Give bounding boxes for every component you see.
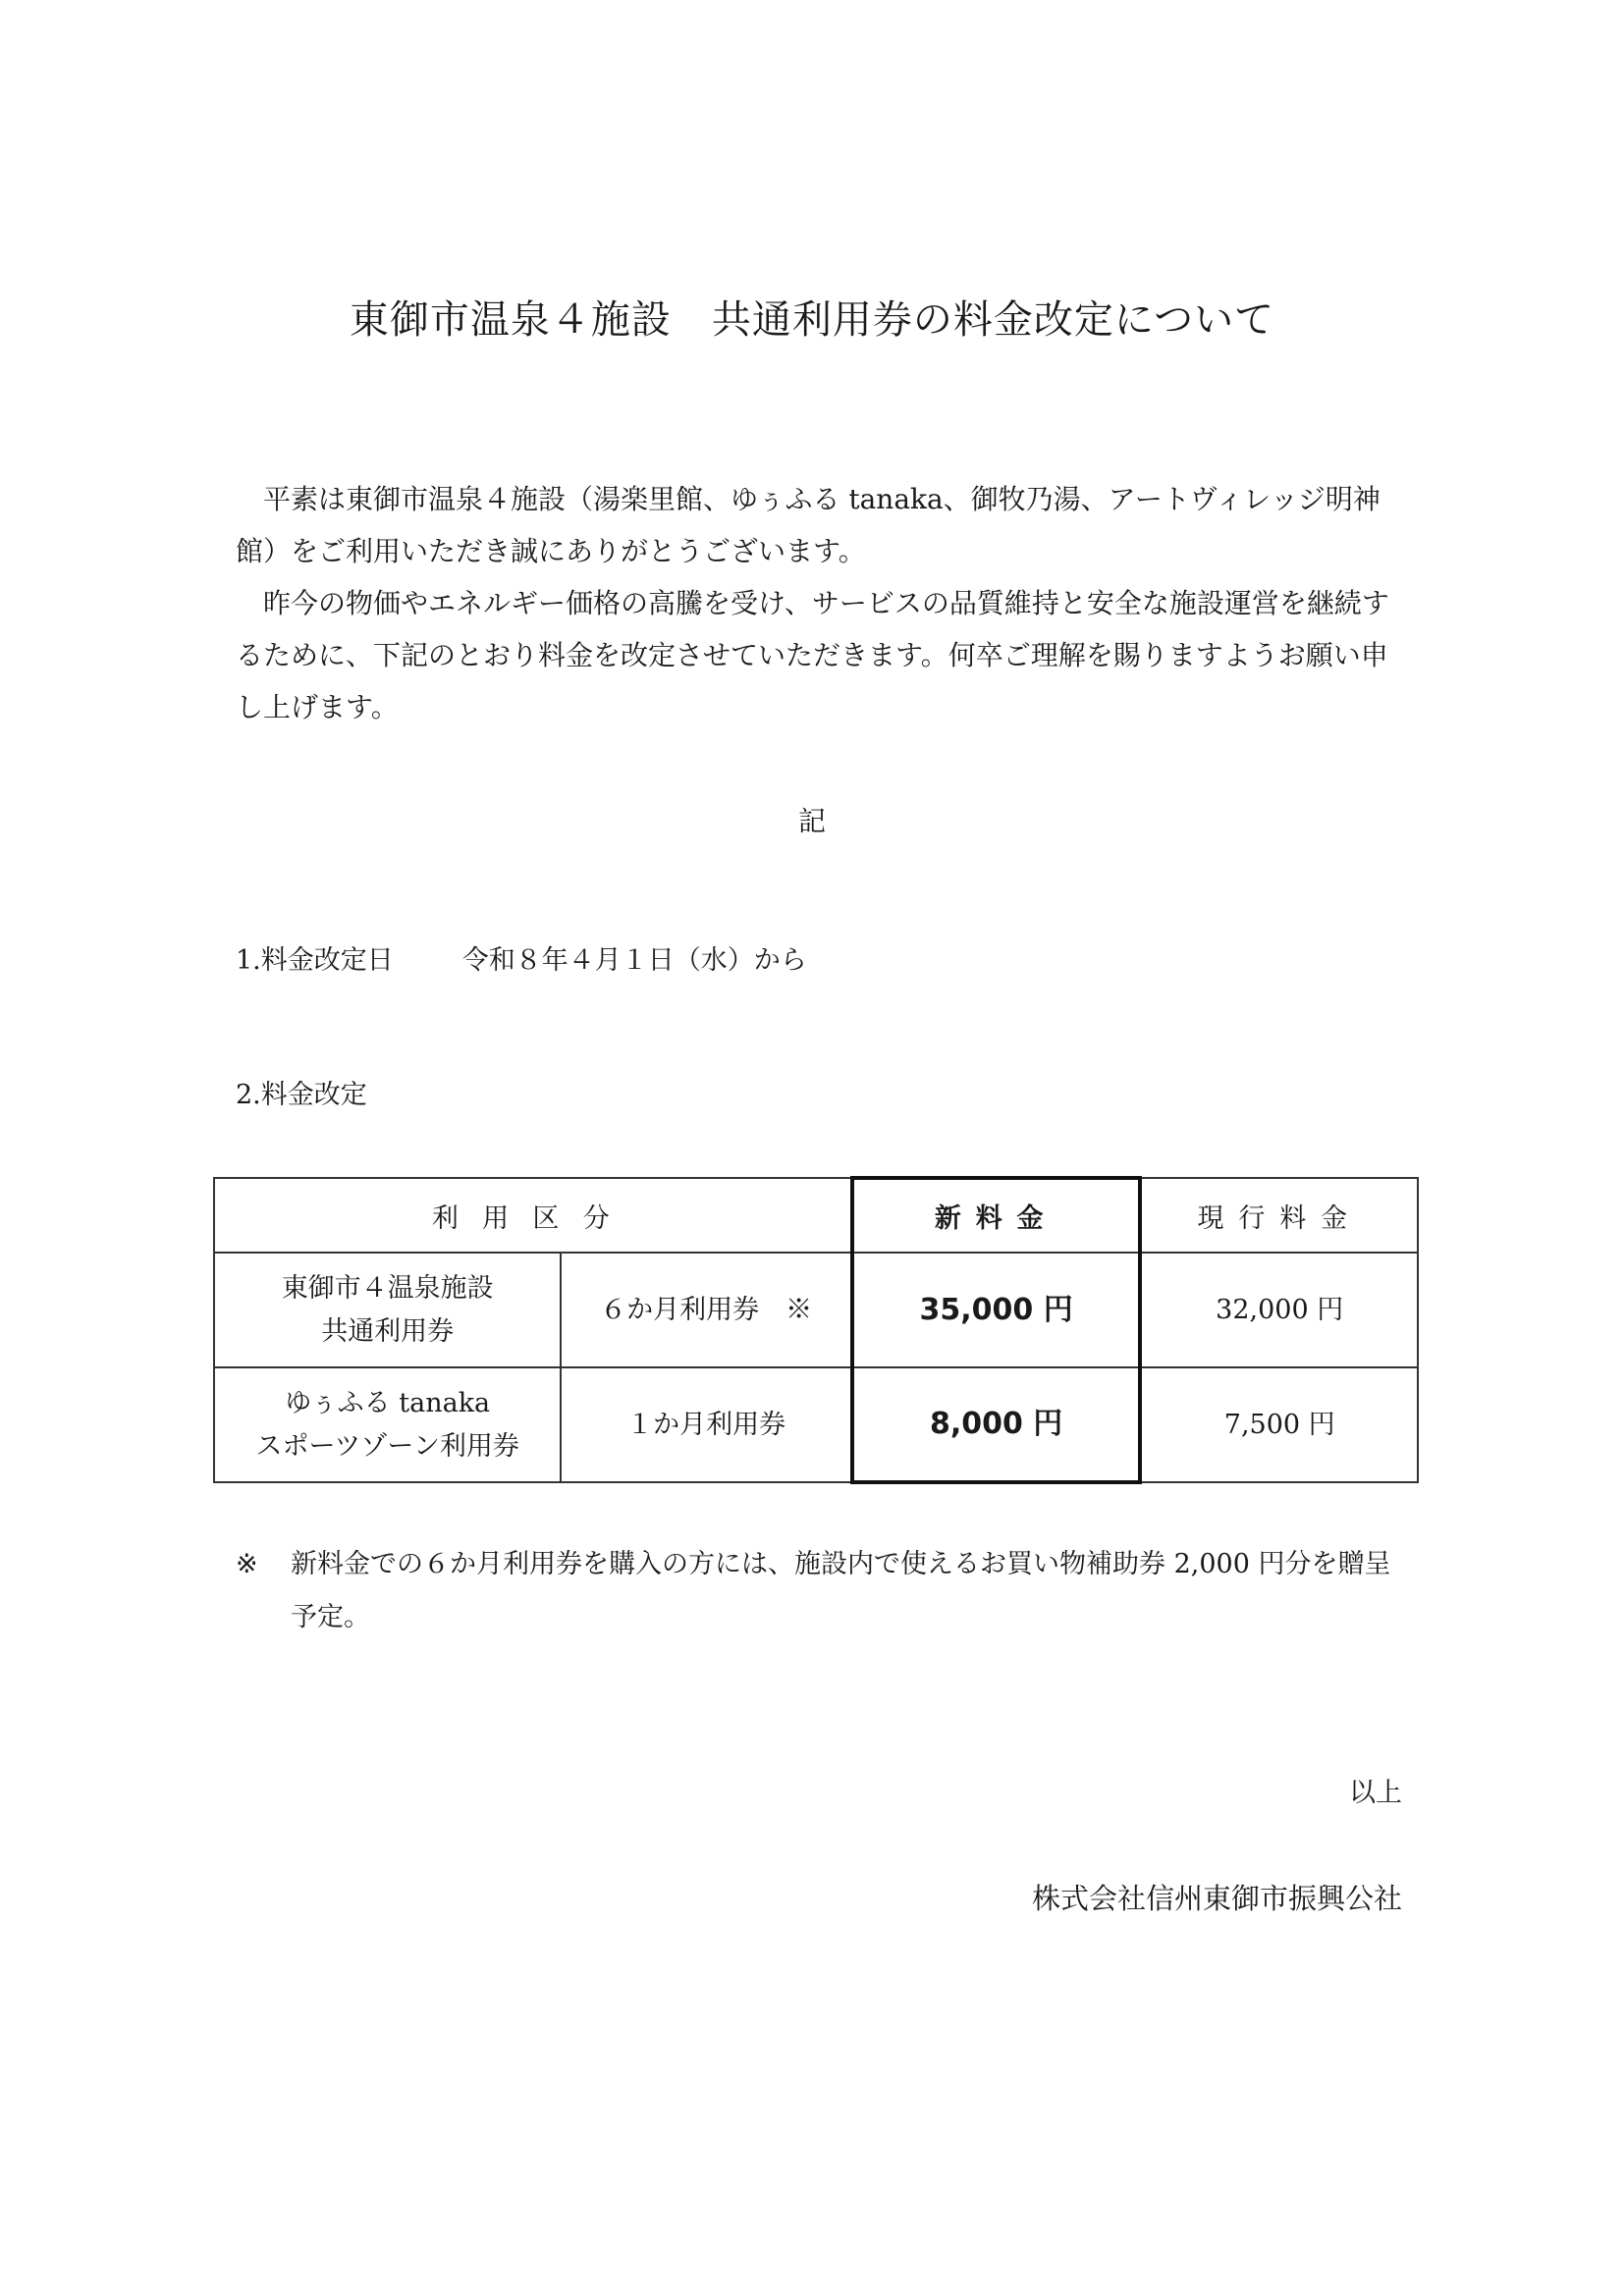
new-price-cell: 8,000 円: [852, 1367, 1141, 1482]
closing-mark: 以上: [1349, 1778, 1402, 1808]
ki-heading: 記: [797, 805, 826, 837]
table-row: [214, 1367, 1418, 1482]
footnote-mark: ※: [236, 1549, 258, 1579]
current-price-cell: 7,500 円: [1140, 1367, 1418, 1482]
header-current-price: 現行料金: [1140, 1178, 1418, 1253]
footnote: [236, 1538, 1394, 1644]
fee-table: [213, 1176, 1419, 1484]
body-paragraph-2: 昨今の物価やエネルギー価格の高騰を受け、サービスの品質維持と安全な施設運営を継続するために、下記のとおり料金を改定させていただきます。何卒ご理解を賜りますようお願い申し上げます。: [236, 587, 1389, 723]
page-title: 東御市温泉４施設 共通利用券の料金改定について: [349, 297, 1275, 343]
facility-line: 共通利用券: [321, 1315, 455, 1347]
footnote-text: 新料金での６か月利用券を購入の方には、施設内で使えるお買い物補助券 2,000 円分を贈呈予定。: [291, 1549, 1391, 1632]
company-name: 株式会社信州東御市振興公社: [1031, 1882, 1402, 1915]
header-new-price: 新料金: [852, 1178, 1141, 1253]
revision-date-label: 1.料金改定日: [236, 945, 394, 976]
current-price-cell: 32,000 円: [1140, 1253, 1418, 1367]
revision-date-item: [236, 938, 807, 977]
facility-line: ゆぅふる tanaka: [285, 1387, 491, 1418]
ticket-cell: ６か月利用券 ※: [561, 1253, 851, 1367]
facility-cell: [214, 1253, 561, 1367]
facility-line: 東御市４温泉施設: [281, 1272, 494, 1304]
table-row: [214, 1253, 1418, 1367]
fee-table-header: [214, 1178, 1418, 1253]
body-text: [236, 473, 1394, 733]
ticket-cell: １か月利用券: [561, 1367, 851, 1482]
header-category: 利用区分: [214, 1178, 852, 1253]
revision-fees-heading: 2.料金改定: [236, 1080, 367, 1110]
body-paragraph-1: 平素は東御市温泉４施設（湯楽里館、ゆぅふる tanaka、御牧乃湯、アートヴィレッジ明神館）をご利用いただき誠にありがとうございます。: [236, 483, 1380, 567]
facility-line: スポーツゾーン利用券: [255, 1430, 519, 1462]
new-price-cell: 35,000 円: [852, 1253, 1141, 1367]
facility-cell: [214, 1367, 561, 1482]
revision-date-value: 令和８年４月１日（水）から: [461, 945, 807, 976]
